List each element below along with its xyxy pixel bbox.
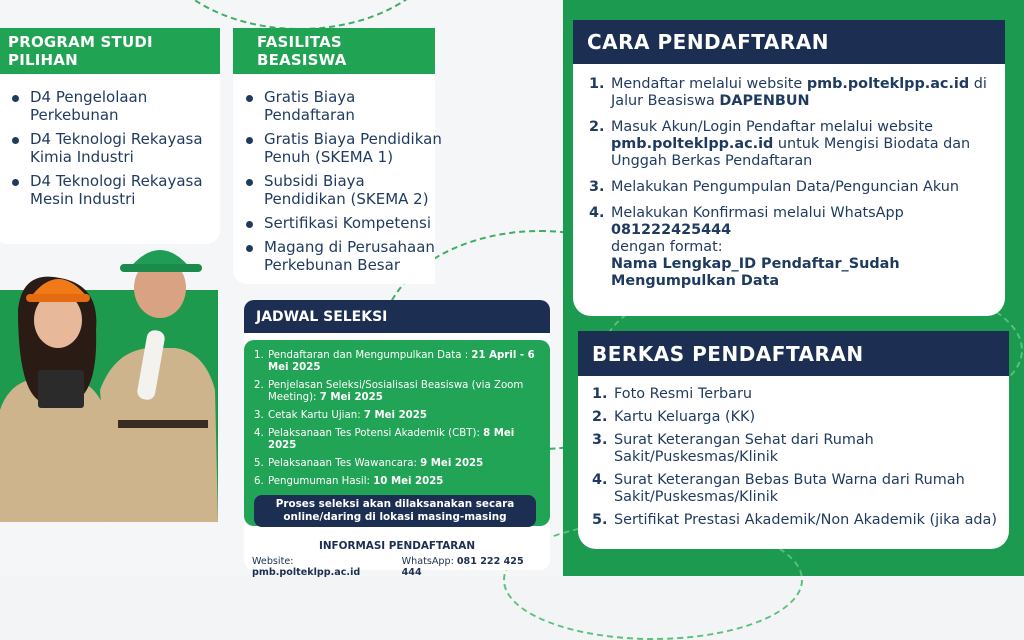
list-item: Sertifikasi Kompetensi bbox=[242, 214, 435, 232]
whatsapp-number[interactable]: 081 222 425 444 bbox=[401, 556, 524, 578]
list-item: D4 Pengelolaan Perkebunan bbox=[8, 88, 220, 124]
whatsapp-info: WhatsApp: 081 222 425 444 bbox=[401, 556, 524, 578]
jadwal-seleksi-card bbox=[244, 300, 550, 578]
list-item: D4 Teknologi Rekayasa Mesin Industri bbox=[8, 172, 220, 208]
berkas-pendaftaran-title: BERKAS PENDAFTARAN bbox=[578, 331, 1009, 376]
list-item: 2. Penjelasan Seleksi/Sosialisasi Beasiswa (via Zoom Meeting): 7 Mei 2025 bbox=[254, 380, 524, 403]
list-item: Subsidi Biaya Pendidikan (SKEMA 2) bbox=[242, 172, 435, 208]
list-item: 4. Pelaksanaan Tes Potensi Akademik (CBT): 8 Mei 2025 bbox=[254, 428, 515, 451]
program-studi-card bbox=[0, 28, 220, 244]
list-item: 6. Pengumuman Hasil: 10 Mei 2025 bbox=[254, 476, 444, 487]
cara-pendaftaran-list bbox=[573, 64, 1005, 290]
list-item: 3. Cetak Kartu Ujian: 7 Mei 2025 bbox=[254, 410, 427, 421]
list-item: 1. Foto Resmi Terbaru bbox=[592, 386, 752, 402]
website-info: Website: pmb.polteklpp.ac.id bbox=[252, 556, 361, 578]
list-item: 1. Mendaftar melalui website pmb.polteklpp.ac.id di Jalur Beasiswa DAPENBUN bbox=[589, 76, 987, 109]
fasilitas-list bbox=[233, 74, 442, 274]
list-item: 5. Pelaksanaan Tes Wawancara: 9 Mei 2025 bbox=[254, 458, 484, 469]
list-item: 5. Sertifikat Prestasi Akademik/Non Akademik (jika ada) bbox=[592, 512, 997, 528]
jadwal-seleksi-list bbox=[254, 350, 546, 494]
berkas-pendaftaran-list bbox=[578, 376, 1009, 529]
decorative-dash-arc bbox=[150, 0, 450, 30]
info-pendaftaran-title: INFORMASI PENDAFTARAN bbox=[318, 540, 476, 552]
list-item: 2. Kartu Keluarga (KK) bbox=[592, 409, 756, 425]
list-item: Gratis Biaya Pendidikan Penuh (SKEMA 1) bbox=[242, 130, 435, 166]
online-note: Proses seleksi akan dilaksanakan secara online/daring di lokasi masing-masing bbox=[254, 495, 536, 527]
fasilitas-title: FASILITAS BEASISWA bbox=[233, 28, 435, 74]
fasilitas-card bbox=[233, 28, 442, 284]
jadwal-seleksi-title: JADWAL SELEKSI bbox=[244, 300, 550, 333]
info-pendaftaran-contacts bbox=[252, 556, 544, 578]
list-item: 3. Surat Keterangan Sehat dari Rumah Sakit/Puskesmas/Klinik bbox=[592, 432, 874, 465]
list-item: 2. Masuk Akun/Login Pendaftar melalui website pmb.polteklpp.ac.id untuk Mengisi Biodata dan Unggah Berkas Pendaftaran bbox=[589, 119, 971, 169]
students-photo bbox=[0, 290, 218, 522]
list-item: 1. Pendaftaran dan Mengumpulkan Data : 21 April - 6 Mei 2025 bbox=[254, 350, 535, 373]
list-item: Gratis Biaya Pendaftaran bbox=[242, 88, 435, 124]
berkas-pendaftaran-card bbox=[578, 331, 1009, 549]
list-item: Magang di Perusahaan Perkebunan Besar bbox=[242, 238, 435, 274]
website-link[interactable]: pmb.polteklpp.ac.id bbox=[252, 567, 361, 578]
list-item: 4. Surat Keterangan Bebas Buta Warna dari Rumah Sakit/Puskesmas/Klinik bbox=[592, 472, 965, 505]
list-item: 4. Melakukan Konfirmasi melalui WhatsApp 081222425444 dengan format: Nama Lengkap_ID Pendaftar_Sudah Mengumpulkan Data bbox=[589, 205, 904, 289]
cara-pendaftaran-card bbox=[573, 20, 1005, 316]
students-illustration bbox=[0, 290, 218, 522]
program-studi-list bbox=[0, 74, 220, 208]
program-studi-title: PROGRAM STUDI PILIHAN bbox=[0, 28, 220, 74]
list-item: D4 Teknologi Rekayasa Kimia Industri bbox=[8, 130, 220, 166]
cara-pendaftaran-title: CARA PENDAFTARAN bbox=[573, 20, 1005, 64]
list-item: 3. Melakukan Pengumpulan Data/Penguncian Akun bbox=[589, 179, 959, 195]
